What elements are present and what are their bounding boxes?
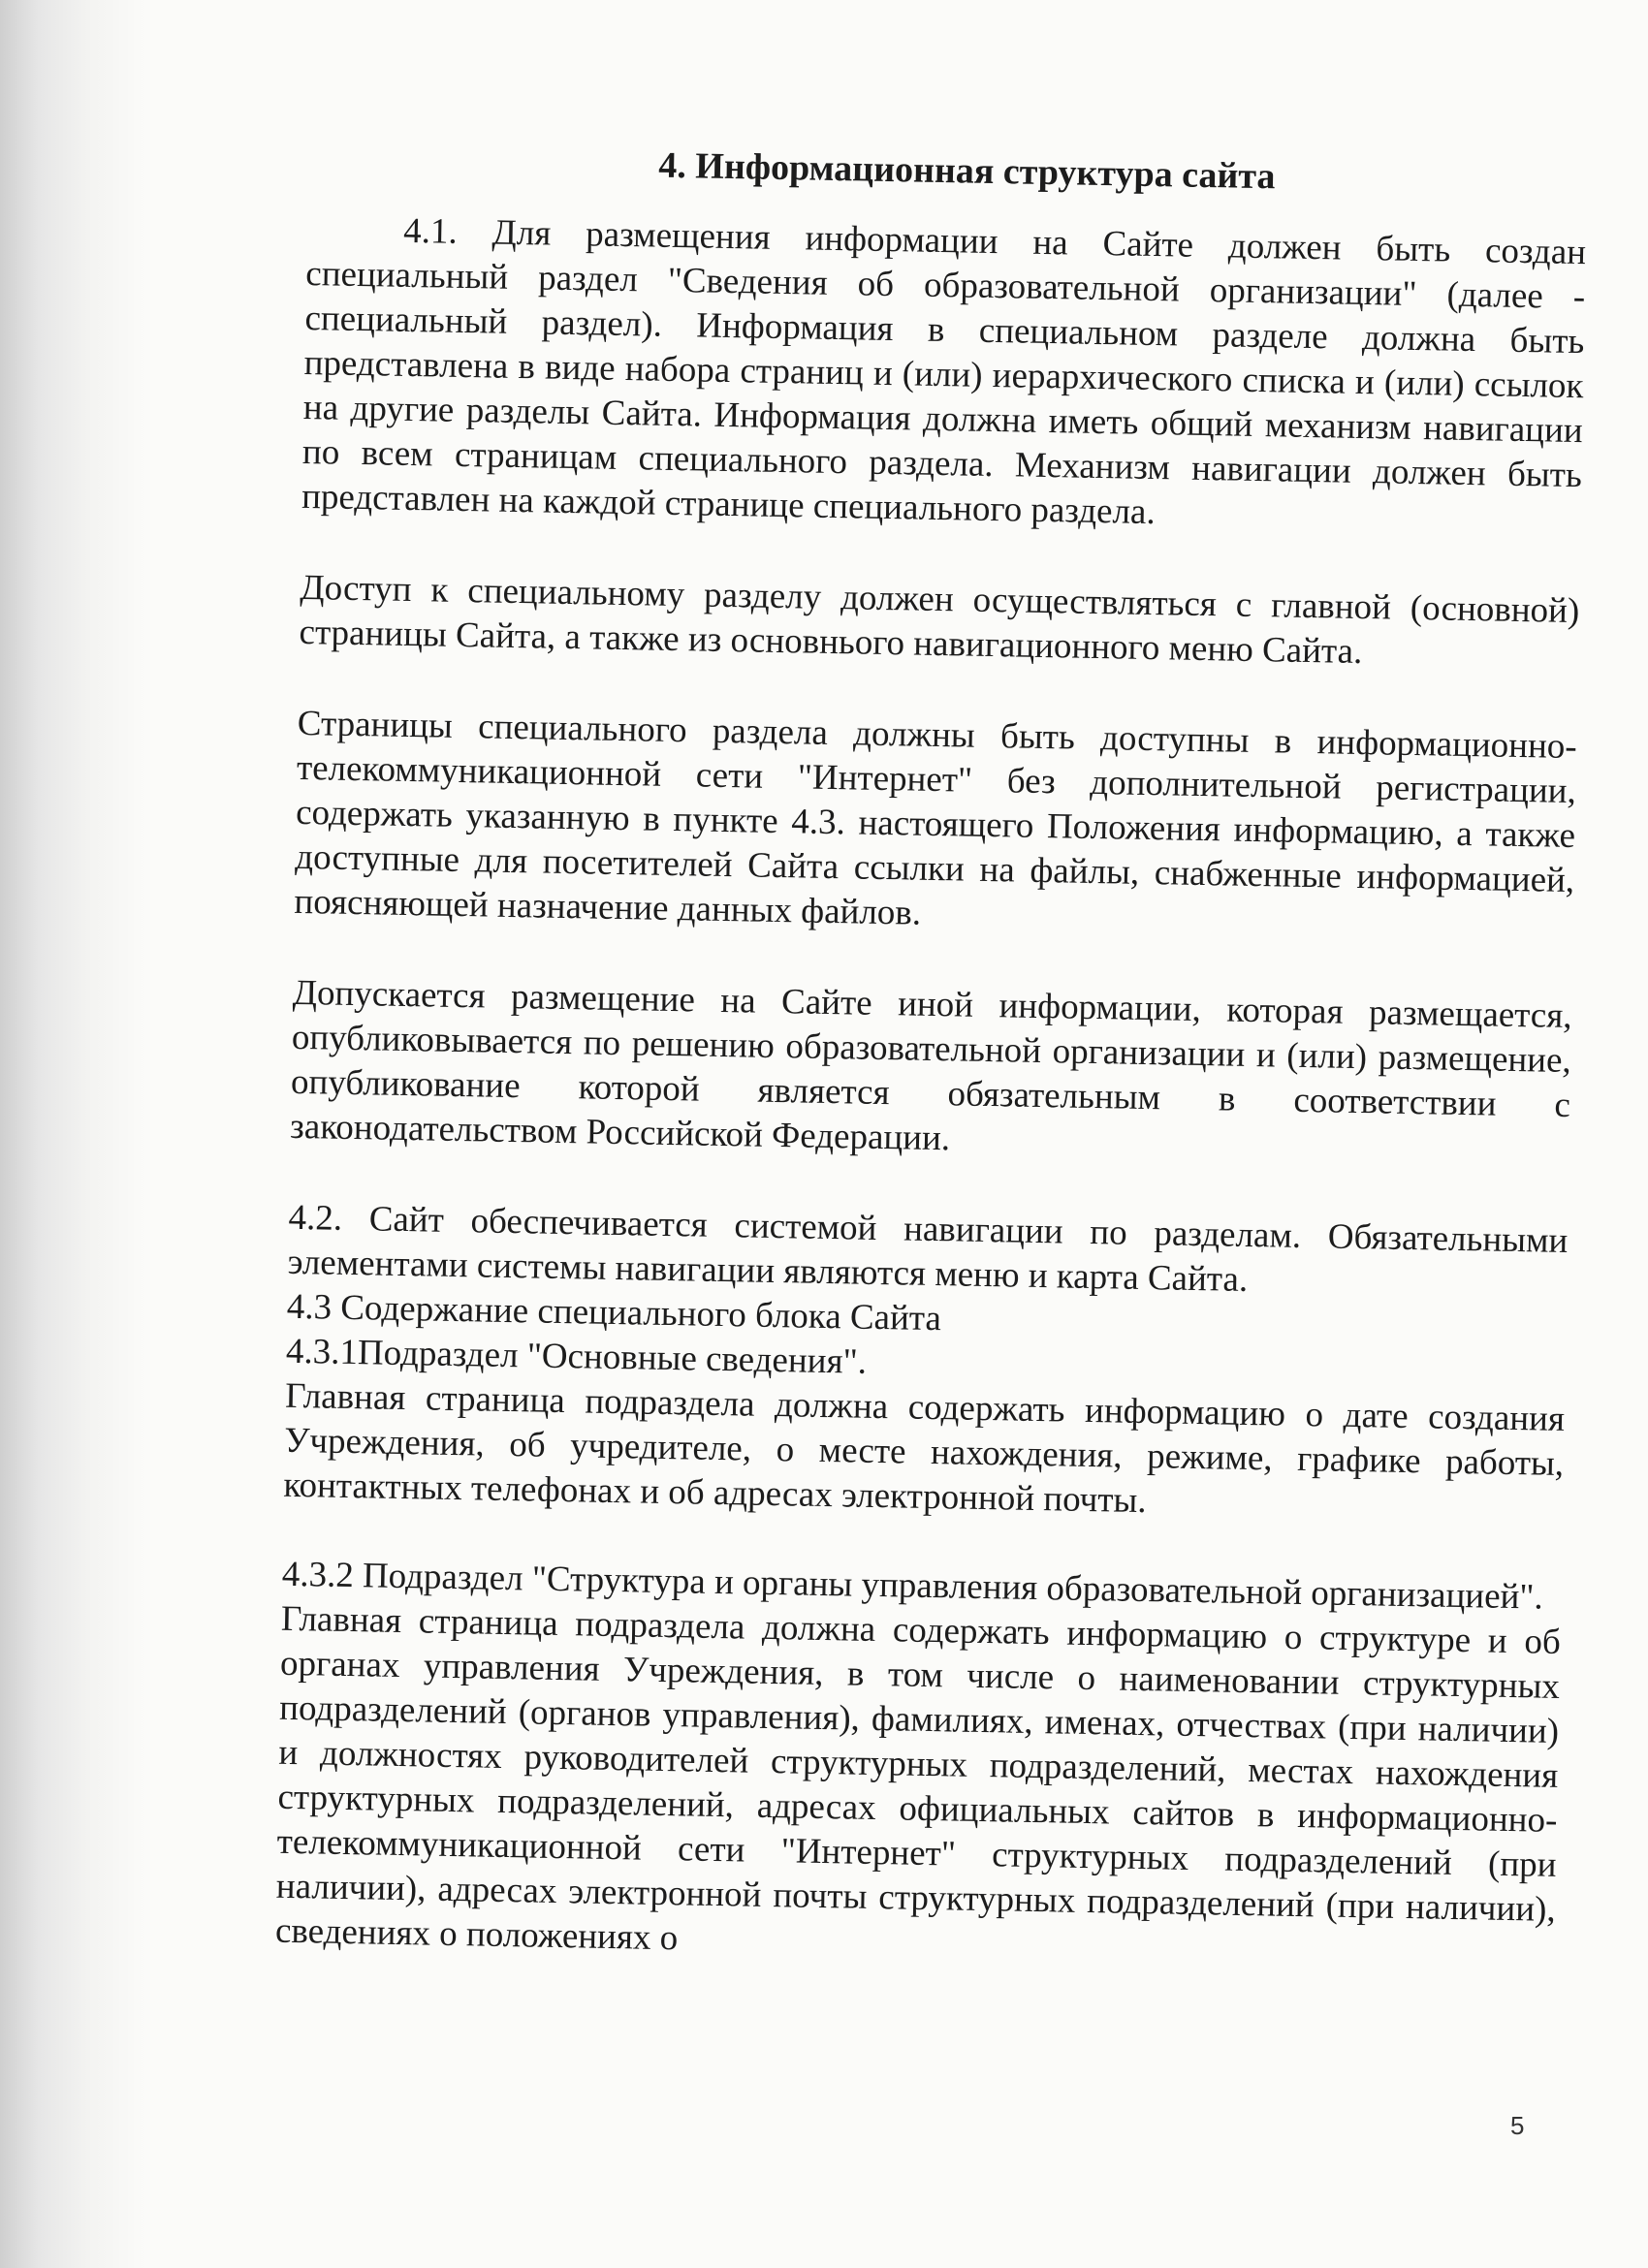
paragraph-4-2: 4.2. Сайт обеспечивается системой навигации по разделам. Обязательными элементами системы навигации являются меню и карта Сайта.	[287, 1197, 1569, 1300]
paragraph-access: Доступ к специальному разделу должен осуществляться с главной (основной) страницы Сайта, а также из основнього навигационного меню Сайта.	[299, 567, 1580, 673]
binding-shadow	[0, 0, 145, 2268]
document-page	[275, 136, 1588, 1977]
page-number: 5	[1510, 2111, 1525, 2140]
paragraph-4-1: 4.1. Для размещения информации на Сайте должен быть создан специальный раздел "Сведения об образовательной организации" (далее - специальный раздел). Информация в специальном разделе должна быть представлена в виде набора страниц и (или) иерархического списка и (или) ссылок на другие разделы Сайта. Информация должна иметь общий механизм навигации по всем страницам специального раздела. Механизм навигации должен быть представлен на каждой странице специального раздела.	[301, 210, 1587, 533]
paragraph-pages: Страницы специального раздела должны быть доступны в информационно-телекоммуникационной сети "Интернет" без дополнительной регистрации, содержать указанную в пункте 4.3. настоящего Положения информацию, а также доступные для посетителей Сайта ссылки на файлы, снабженные информацией, поясняющей назначение данных файлов.	[294, 703, 1578, 933]
paragraph-4-3-1-title: 4.3.1Подраздел "Основные сведения".	[285, 1331, 868, 1382]
paragraph-4-3: 4.3 Содержание специального блока Сайта	[286, 1286, 942, 1339]
paragraph-4-3-2-body: Главная страница подраздела должна содержать информацию о структуре и об органах управления Учреждения, в том числе о наименовании структурных подразделений (органов управления), фамилиях, именах, отчествах (при наличии) и должностях руководителей структурных подразделений, местах нахождения структурных подразделений, адресах официальных сайтов в информационно-телекоммуникационной сети "Интернет" структурных подразделений (при наличии), адресах электронной почты структурных подразделений (при наличии), сведениях о положениях о	[274, 1598, 1562, 1959]
section-heading: 4. Информационная структура сайта	[657, 144, 1276, 198]
paragraph-4-3-2-title: 4.3.2 Подраздел "Структура и органы управления образовательной организацией".	[281, 1554, 1544, 1618]
paragraph-4-3-1-body: Главная страница подраздела должна содержать информацию о дате создания Учреждения, об учредителе, о месте нахождения, режиме, графике работы, контактных телефонах и об адресах электронной почты.	[283, 1375, 1566, 1522]
paragraph-other-info: Допускается размещение на Сайте иной информации, которая размещается, опубликовывается по решению образовательной организации и (или) размещение, опубликование которой является обязательным в соответствии с законодательством Российской Федерации.	[289, 972, 1572, 1159]
